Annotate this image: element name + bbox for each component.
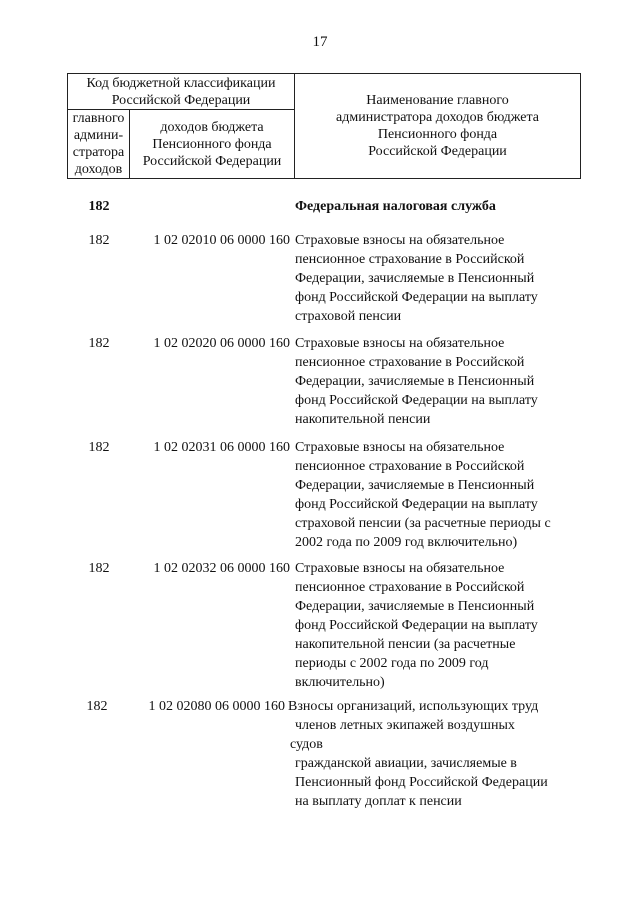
revenue-name-line: периоды с 2002 года по 2009 год (295, 656, 489, 671)
admin-code: 182 (88, 440, 110, 455)
header-col-income (130, 110, 295, 179)
revenue-name (295, 197, 555, 216)
revenue-name-line: накопительной пенсии (за расчетные (295, 637, 516, 652)
revenue-name-line: Страховые взносы на обязательное (295, 440, 505, 455)
revenue-name-line: Страховые взносы на обязательное (295, 336, 505, 351)
header-col1-line: главного (72, 111, 125, 126)
header-col3-line: администратора доходов бюджета (336, 110, 539, 125)
header-col1-line: доходов (74, 162, 123, 177)
header-col2-line: Пенсионного фонда (152, 136, 272, 152)
revenue-name-line: пенсионное страхование в Российской (295, 580, 525, 595)
revenue-name-line: Федерации, зачисляемые в Пенсионный (295, 271, 535, 286)
header-col-admin (68, 110, 130, 179)
header-col1-line: админи- (73, 128, 124, 143)
revenue-name-line: фонд Российской Федерации на выплату (295, 497, 538, 512)
revenue-name-line: пенсионное страхование в Российской (295, 252, 525, 267)
header-col1-line: стратора (72, 145, 125, 160)
revenue-name-line: пенсионное страхование в Российской (295, 459, 525, 474)
revenue-name (295, 231, 555, 326)
header-group-label (68, 74, 295, 110)
revenue-name-line: фонд Российской Федерации на выплату (295, 618, 538, 633)
admin-code: 182 (88, 336, 110, 351)
header-col-name (295, 74, 581, 179)
revenue-name-line: страховой пенсии (295, 309, 402, 324)
admin-code: 182 (88, 199, 110, 214)
revenue-name-line: 2002 года по 2009 год включительно) (295, 535, 518, 550)
header-col2-line: Российской Федерации (142, 153, 282, 169)
revenue-name (295, 438, 555, 552)
revenue-name-line: членов летных экипажей воздушных судов (290, 718, 515, 752)
revenue-name-line: Федерации, зачисляемые в Пенсионный (295, 478, 535, 493)
header-group-line1: Код бюджетной классификации (86, 75, 276, 91)
revenue-name-line: Страховые взносы на обязательное (295, 561, 505, 576)
header-col3-line: Наименование главного (366, 93, 509, 108)
revenue-name-line: Страховые взносы на обязательное (295, 233, 505, 248)
income-code: 1 02 02080 06 0000 160 (148, 699, 285, 714)
revenue-name-line: Взносы организаций, использующих труд (288, 699, 539, 714)
revenue-name-line: фонд Российской Федерации на выплату (295, 393, 538, 408)
revenue-name-line: включительно) (295, 675, 385, 690)
revenue-name (295, 559, 555, 692)
header-table (67, 73, 581, 179)
revenue-name (295, 334, 555, 429)
revenue-name-line: на выплату доплат к пенсии (295, 794, 462, 809)
revenue-name-line: гражданской авиации, зачисляемые в (295, 756, 517, 771)
revenue-name-line: пенсионное страхование в Российской (295, 355, 525, 370)
revenue-name-line: Пенсионный фонд Российской Федерации (295, 775, 548, 790)
income-code: 1 02 02032 06 0000 160 (153, 561, 290, 576)
income-code: 1 02 02020 06 0000 160 (153, 336, 290, 351)
admin-code: 182 (86, 699, 108, 714)
income-code: 1 02 02010 06 0000 160 (153, 233, 290, 248)
revenue-name (290, 697, 550, 811)
header-col2-line: доходов бюджета (160, 119, 264, 135)
header-col3-line: Пенсионного фонда (377, 127, 498, 142)
revenue-name-line: фонд Российской Федерации на выплату (295, 290, 538, 305)
revenue-name-line: Федерации, зачисляемые в Пенсионный (295, 599, 535, 614)
header-col3-line: Российской Федерации (368, 144, 507, 159)
page-number: 17 (312, 34, 328, 50)
income-code: 1 02 02031 06 0000 160 (153, 440, 290, 455)
revenue-name-line: накопительной пенсии (295, 412, 431, 427)
admin-code: 182 (88, 233, 110, 248)
revenue-name-line: Федерации, зачисляемые в Пенсионный (295, 374, 535, 389)
revenue-name-line: Федеральная налоговая служба (295, 199, 496, 214)
revenue-name-line: страховой пенсии (за расчетные периоды с (295, 516, 551, 531)
header-group-line2: Российской Федерации (111, 92, 251, 108)
admin-code: 182 (88, 561, 110, 576)
